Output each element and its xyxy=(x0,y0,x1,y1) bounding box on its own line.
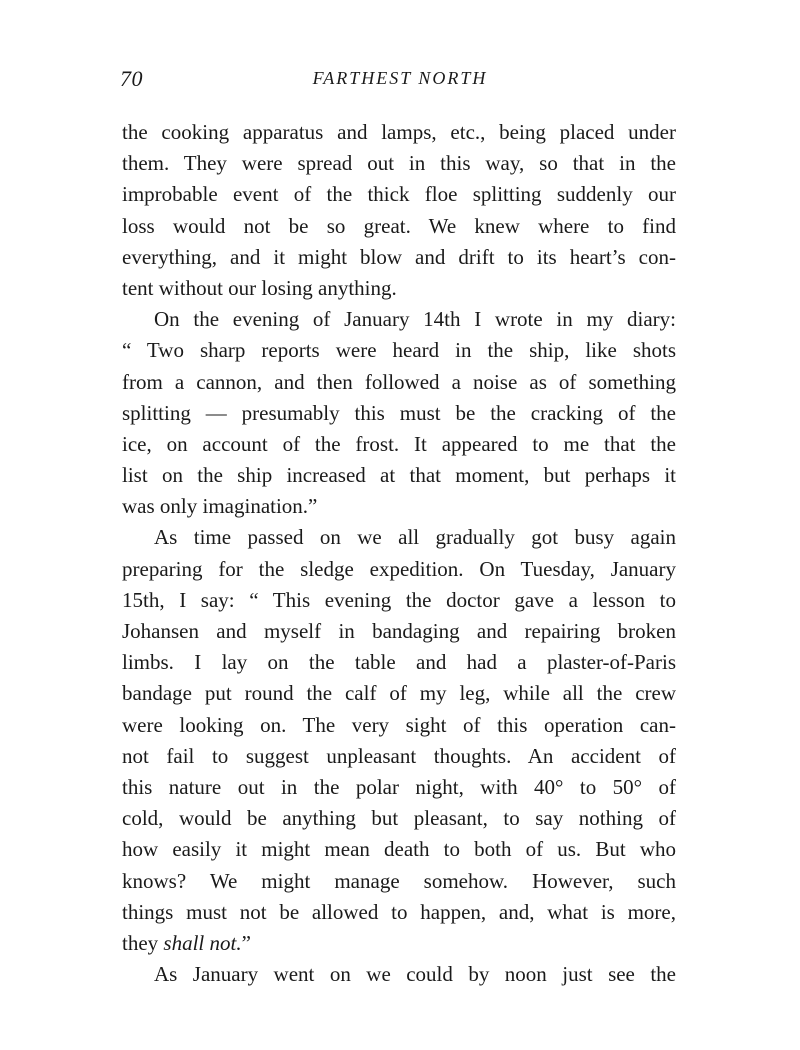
text-line: preparing for the sledge expedition. On Tuesday, January xyxy=(122,556,676,581)
text-line xyxy=(122,928,676,959)
text-line: not fail to suggest unpleasant thoughts. An accident of xyxy=(122,743,676,768)
text-line: 15th, I say: “ This evening the doctor gave a lesson to xyxy=(122,587,676,612)
text-line: things must not be allowed to happen, and, what is more, xyxy=(122,899,676,924)
text-line: On the evening of January 14th I wrote in my diary: xyxy=(154,307,676,332)
text-line: limbs. I lay on the table and had a plaster-of-Paris xyxy=(122,650,676,675)
body-text xyxy=(122,117,676,990)
text-line: this nature out in the polar night, with 40° to 50° of xyxy=(122,774,676,799)
text-line: bandage put round the calf of my leg, while all the crew xyxy=(122,681,676,706)
text-line: Johansen and myself in bandaging and repairing broken xyxy=(122,619,676,643)
text-line: the cooking apparatus and lamps, etc., being placed under xyxy=(122,120,676,144)
text-line: As January went on we could by noon just see the xyxy=(154,962,676,987)
text-line: improbable event of the thick floe splitting suddenly our xyxy=(122,182,676,207)
text-line: was only imagination.” xyxy=(122,494,318,519)
page-number: 70 xyxy=(120,66,143,91)
text-line: list on the ship increased at that moment, but perhaps it xyxy=(122,463,676,488)
text-line: As time passed on we all gradually got busy again xyxy=(154,525,676,550)
text-line: loss would not be so great. We knew where to find xyxy=(122,213,676,238)
text-line: splitting — presumably this must be the cracking of the xyxy=(122,400,676,425)
text-line: them. They were spread out in this way, so that in the xyxy=(122,151,676,176)
running-title: FARTHEST NORTH xyxy=(312,68,488,88)
text-line: how easily it might mean death to both of us. But who xyxy=(122,837,676,862)
text-fragment: ” xyxy=(241,930,251,955)
text-line: cold, would be anything but pleasant, to say nothing of xyxy=(122,806,676,831)
text-line: tent without our losing anything. xyxy=(122,275,397,300)
text-line: were looking on. The very sight of this operation can- xyxy=(122,712,676,737)
text-line: ice, on account of the frost. It appeared to me that the xyxy=(122,431,676,456)
text-line: knows? We might manage somehow. However, such xyxy=(122,868,676,893)
text-line: “ Two sharp reports were heard in the ship, like shots xyxy=(122,338,676,363)
emphasized-text: shall not. xyxy=(163,930,242,955)
page-header xyxy=(120,66,680,96)
text-fragment: they xyxy=(122,930,164,955)
text-line: everything, and it might blow and drift to its heart’s con- xyxy=(122,244,676,269)
text-line: from a cannon, and then followed a noise as of something xyxy=(122,369,676,394)
